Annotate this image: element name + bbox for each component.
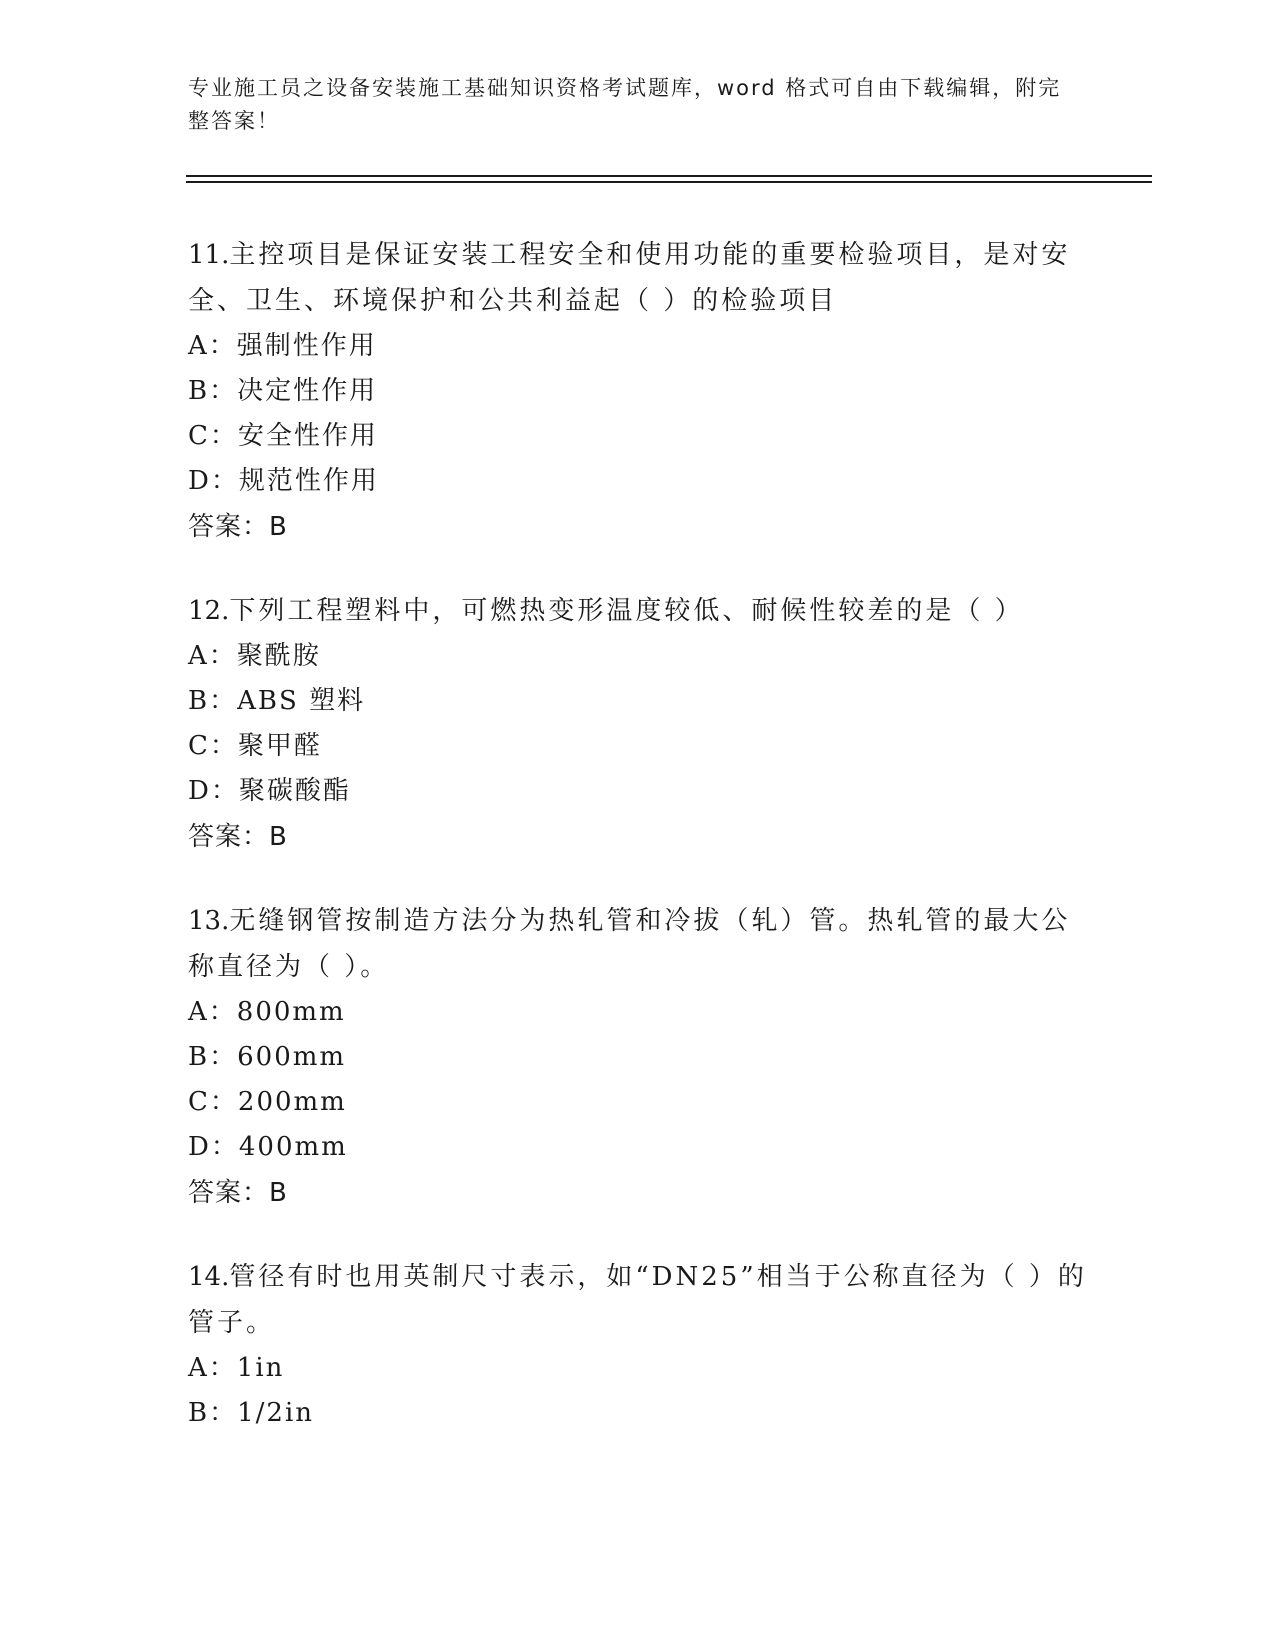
question-stem: 管径有时也用英制尺寸表示，如“DN25”相当于公称直径为（ ）的管子。 bbox=[188, 1262, 1087, 1338]
question-13 bbox=[188, 898, 1088, 1216]
option-b bbox=[188, 369, 1088, 414]
question-text bbox=[188, 1254, 1088, 1346]
option-letter: A： bbox=[188, 997, 237, 1027]
question-stem: 主控项目是保证安装工程安全和使用功能的重要检验项目，是对安全、卫生、环境保护和公共利益起（ ）的检验项目 bbox=[188, 240, 1071, 316]
option-letter: A： bbox=[188, 331, 237, 361]
option-c bbox=[188, 1080, 1088, 1125]
answer-line bbox=[188, 814, 1088, 860]
option-text: 800mm bbox=[236, 997, 346, 1027]
question-text bbox=[188, 232, 1088, 324]
option-letter: B： bbox=[188, 376, 238, 406]
option-letter: D： bbox=[188, 1132, 239, 1162]
question-stem: 下列工程塑料中，可燃热变形温度较低、耐候性较差的是（ ） bbox=[229, 596, 1024, 626]
question-list bbox=[188, 232, 1088, 1474]
question-11 bbox=[188, 232, 1088, 550]
option-c bbox=[188, 724, 1088, 769]
answer-label: 答案： bbox=[188, 512, 270, 542]
option-letter: D： bbox=[188, 466, 239, 496]
option-d bbox=[188, 1125, 1088, 1170]
answer-value: B bbox=[269, 822, 288, 852]
option-text: 1/2in bbox=[237, 1398, 315, 1428]
option-a bbox=[188, 1346, 1088, 1391]
page-header: 专业施工员之设备安装施工基础知识资格考试题库，word 格式可自由下载编辑，附完整答案！ bbox=[188, 76, 1062, 133]
answer-label: 答案： bbox=[188, 822, 270, 852]
question-12 bbox=[188, 588, 1088, 860]
option-letter: B： bbox=[188, 686, 238, 716]
question-14 bbox=[188, 1254, 1088, 1436]
question-number: 13. bbox=[188, 906, 230, 936]
answer-line bbox=[188, 504, 1088, 550]
option-a bbox=[188, 324, 1088, 369]
option-letter: D： bbox=[188, 776, 239, 806]
option-text: 1in bbox=[236, 1353, 285, 1383]
option-letter: B： bbox=[188, 1398, 238, 1428]
option-letter: A： bbox=[188, 1353, 237, 1383]
option-b bbox=[188, 679, 1088, 724]
option-text: 聚碳酸酯 bbox=[238, 776, 351, 806]
option-b bbox=[188, 1391, 1088, 1436]
answer-value: B bbox=[269, 1178, 288, 1208]
option-text: 安全性作用 bbox=[237, 421, 378, 451]
header-rule-top bbox=[186, 175, 1152, 177]
question-text bbox=[188, 898, 1088, 990]
question-number: 12. bbox=[188, 596, 230, 626]
option-letter: A： bbox=[188, 641, 237, 671]
question-text bbox=[188, 588, 1088, 634]
option-d bbox=[188, 769, 1088, 814]
option-text: 决定性作用 bbox=[237, 376, 378, 406]
option-a bbox=[188, 634, 1088, 679]
option-letter: B： bbox=[188, 1042, 238, 1072]
option-letter: C： bbox=[188, 421, 238, 451]
option-letter: C： bbox=[188, 731, 238, 761]
option-a bbox=[188, 990, 1088, 1035]
option-text: 强制性作用 bbox=[236, 331, 377, 361]
answer-value: B bbox=[269, 512, 288, 542]
option-text: 聚甲醛 bbox=[237, 731, 322, 761]
option-c bbox=[188, 414, 1088, 459]
option-text: ABS 塑料 bbox=[237, 686, 366, 716]
option-text: 600mm bbox=[237, 1042, 347, 1072]
answer-line bbox=[188, 1170, 1088, 1216]
option-text: 规范性作用 bbox=[238, 466, 379, 496]
option-letter: C： bbox=[188, 1087, 238, 1117]
header-rule-bottom bbox=[186, 181, 1152, 183]
option-text: 聚酰胺 bbox=[236, 641, 321, 671]
option-text: 400mm bbox=[238, 1132, 348, 1162]
question-number: 14. bbox=[188, 1262, 230, 1292]
question-stem: 无缝钢管按制造方法分为热轧管和冷拔（轧）管。热轧管的最大公称直径为（ ）。 bbox=[188, 906, 1071, 982]
answer-label: 答案： bbox=[188, 1178, 270, 1208]
option-text: 200mm bbox=[237, 1087, 347, 1117]
option-b bbox=[188, 1035, 1088, 1080]
option-d bbox=[188, 459, 1088, 504]
question-number: 11. bbox=[188, 240, 230, 270]
